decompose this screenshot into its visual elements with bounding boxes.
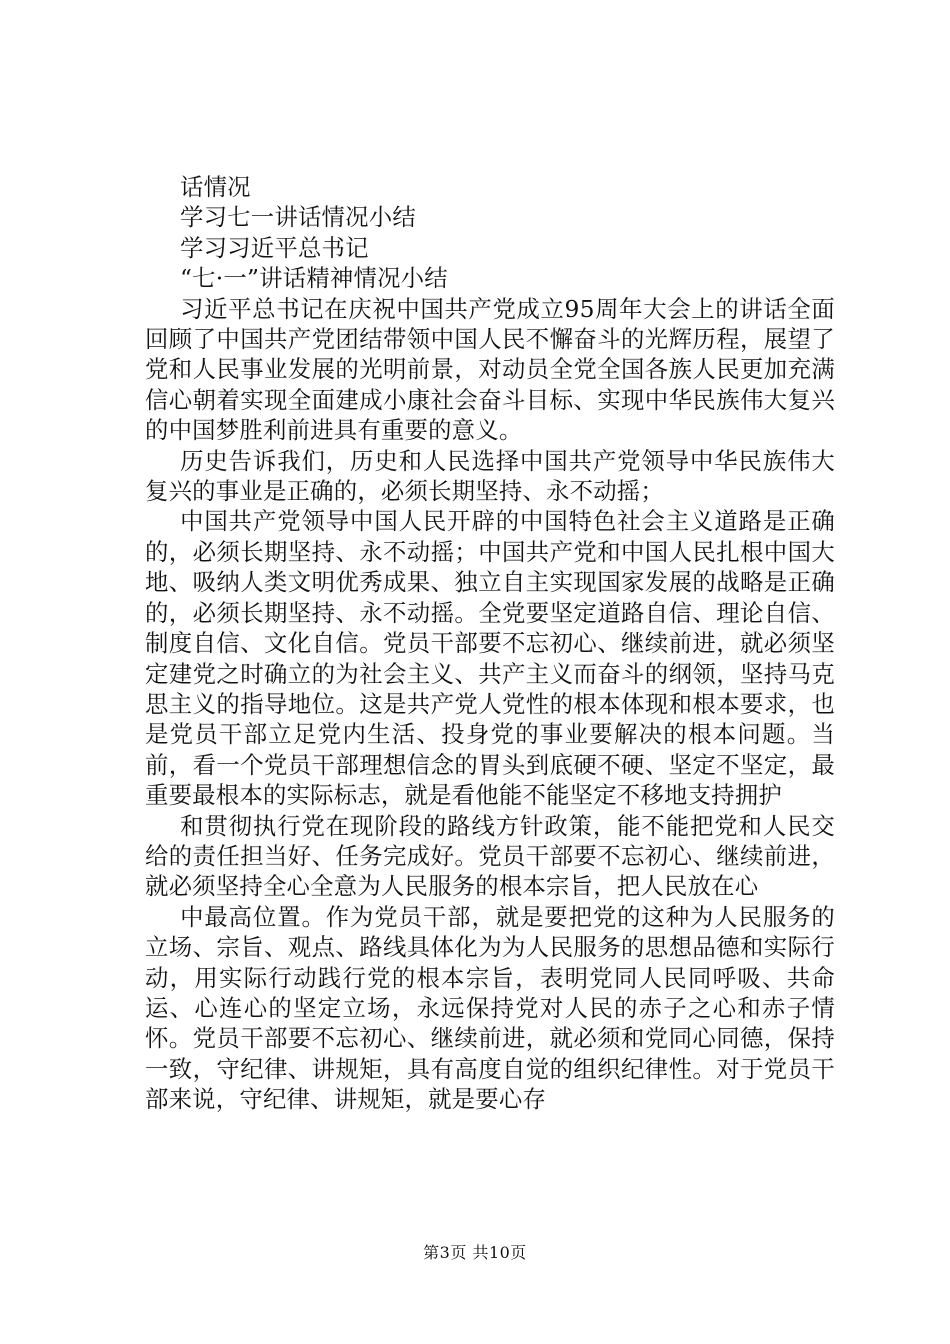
heading-line-2: 学习七一讲话情况小结 bbox=[180, 203, 416, 232]
paragraph-5: 中最高位置。作为党员干部，就是要把党的这种为人民服务的立场、宗旨、观点、路线具体化为为人民服务的思想品德和实际行动，用实际行动践行党的根本宗旨，表明党同人民同呼吸、共命运、心连心的坚定立场，永远保持党对人民的赤子之心和赤子情怀。党员干部要不忘初心、继续前进，就必须和党同心同德，保持一致，守纪律、讲规矩，具有高度自觉的组织纪律性。对于党员干部来说，守纪律、讲规矩，就是要心存 bbox=[145, 902, 835, 1114]
heading-line-1: 话情况 bbox=[180, 173, 251, 201]
document-body bbox=[145, 172, 835, 1115]
paragraph-1: 习近平总书记在庆祝中国共产党成立95周年大会上的讲话全面回顾了中国共产党团结带领中国人民不懈奋斗的光辉历程，展望了党和人民事业发展的光明前景，对动员全党全国各族人民更加充满信心朝着实现全面建成小康社会奋斗目标、实现中华民族伟大复兴的中国梦胜利前进具有重要的意义。 bbox=[145, 294, 835, 445]
heading-line-3: 学习习近平总书记 bbox=[180, 233, 369, 262]
paragraph-3: 中国共产党领导中国人民开辟的中国特色社会主义道路是正确的，必须长期坚持、永不动摇；中国共产党和中国人民扎根中国大地、吸纳人类文明优秀成果、独立自主实现国家发展的战略是正确的，必须长期坚持、永不动摇。全党要坚定道路自信、理论自信、制度自信、文化自信。党员干部要不忘初心、继续前进，就必须坚定建党之时确立的为社会主义、共产主义而奋斗的纲领，坚持马克思主义的指导地位。这是共产党人党性的根本体现和根本要求，也是党员干部立足党内生活、投身党的事业要解决的根本问题。当前，看一个党员干部理想信念的胃头到底硬不硬、坚定不坚定，最重要最根本的实际标志，就是看他能不能坚定不移地支持拥护 bbox=[145, 507, 835, 810]
page-number-footer: 第3页 共10页 bbox=[423, 1243, 527, 1262]
paragraph-4: 和贯彻执行党在现阶段的路线方针政策，能不能把党和人民交给的责任担当好、任务完成好。党员干部要不忘初心、继续前进，就必须坚持全心全意为人民服务的根本宗旨，把人民放在心 bbox=[145, 811, 835, 901]
paragraph-2: 历史告诉我们，历史和人民选择中国共产党领导中华民族伟大复兴的事业是正确的，必须长期坚持、永不动摇； bbox=[145, 446, 835, 506]
heading-line-4: “七·一”讲话精神情况小结 bbox=[180, 264, 448, 293]
